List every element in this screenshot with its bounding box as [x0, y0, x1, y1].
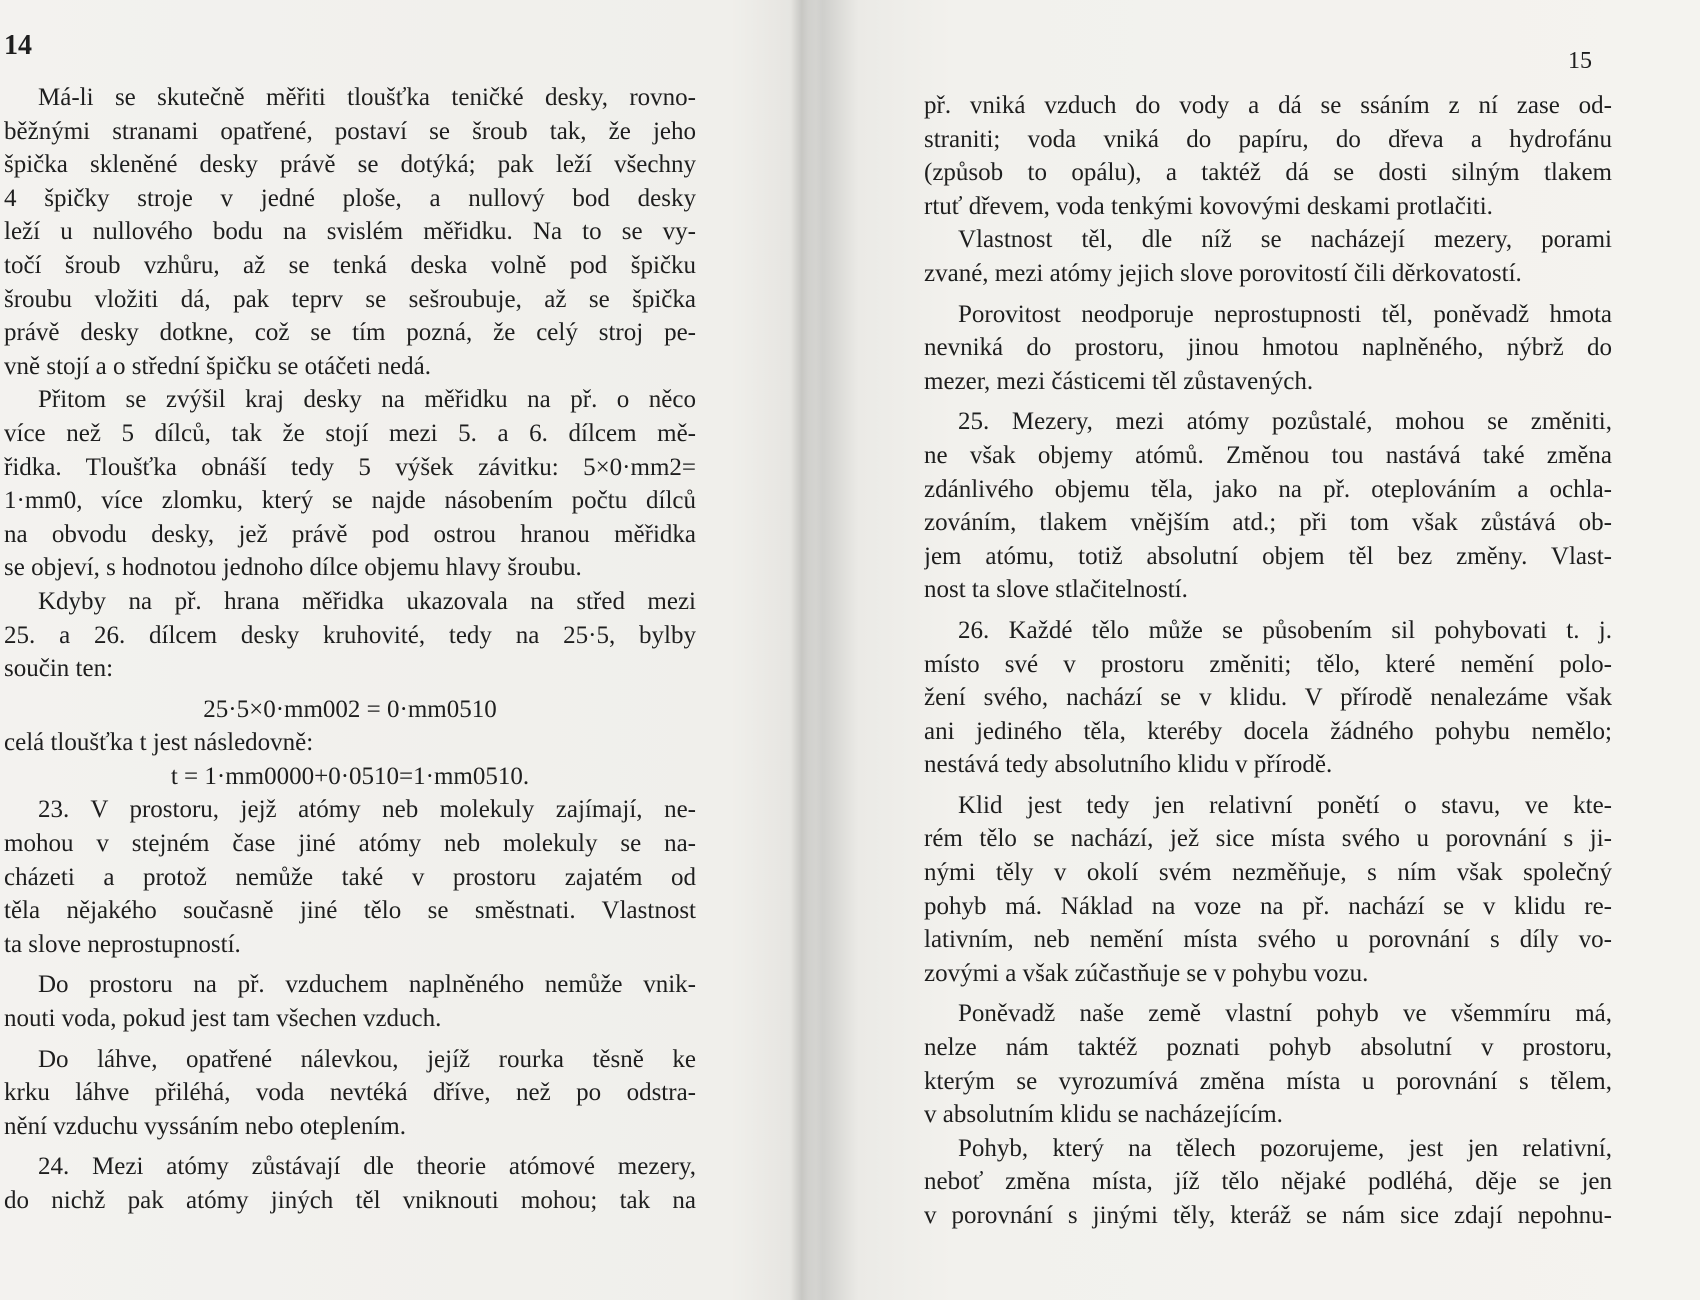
text-line: neboť změna místa, jíž tělo nějaké podléhá, děje se jen	[924, 1168, 1612, 1196]
left-page	[0, 0, 760, 1300]
text-line: zvané, mezi atómy jejich slove porovitostí čili děrkovatostí.	[924, 259, 1522, 287]
text-line: pohyb má. Náklad na voze na př. nachází se v klidu re-	[924, 892, 1612, 920]
text-line: 23. V prostoru, jejž atómy neb molekuly zajímají, ne-	[38, 796, 696, 824]
text-line: žení svého, nachází se v klidu. V přírodě nenalezáme však	[924, 684, 1612, 712]
text-line: 26. Každé tělo může se působením sil pohybovati t. j.	[958, 616, 1612, 644]
text-line: Pohyb, který na tělech pozorujeme, jest jen relativní,	[958, 1134, 1612, 1162]
text-line: nými těly v okolí svém nezměňuje, s ním však společný	[924, 859, 1612, 887]
text-line: ta slove neprostupností.	[4, 930, 241, 958]
text-line: součin ten:	[4, 655, 114, 683]
text-line: mohou v stejném čase jiné atómy neb molekuly se na-	[4, 830, 696, 858]
right-page	[812, 0, 1700, 1300]
text-line: leží u nullového bodu na svislém měřidku. Na to se vy-	[4, 218, 696, 246]
text-line: nevniká do prostoru, jinou hmotou naplněného, nýbrž do	[924, 334, 1612, 362]
text-line: straniti; voda vniká do papíru, do dřeva a hydrofánu	[924, 125, 1612, 153]
text-line: 4 špičky stroje v jedné ploše, a nullový bod desky	[4, 184, 696, 212]
text-line: řidka. Tloušťka obnáší tedy 5 výšek závitku: 5×0·mm2=	[4, 453, 696, 481]
text-line: Vlastnost těl, dle níž se nacházejí mezery, porami	[958, 226, 1612, 254]
text-line: rém tělo se nachází, jež sice místa svého u porovnání s ji-	[924, 825, 1612, 853]
text-line: Do láhve, opatřené nálevkou, jejíž rourka těsně ke	[38, 1045, 696, 1073]
text-line: (způsob to opálu), a taktéž dá se dosti silným tlakem	[924, 159, 1612, 187]
left-page-text	[4, 81, 696, 1218]
text-line: t = 1·mm0000+0·0510=1·mm0510.	[170, 762, 530, 790]
text-line: zovými a však zúčastňuje se v pohybu vozu.	[924, 959, 1369, 987]
text-line: místo své v prostoru změniti; tělo, které nemění polo-	[924, 650, 1612, 678]
text-line: rtuť dřevem, voda tenkými kovovými deskami protlačiti.	[924, 192, 1493, 220]
text-line: zováním, tlakem vnějším atd.; při tom však zůstává ob-	[924, 509, 1612, 537]
text-line: nouti voda, pokud jest tam všechen vzduch.	[4, 1005, 442, 1033]
text-line: nost ta slove stlačitelností.	[924, 576, 1188, 604]
text-line: mezer, mezi částicemi těl zůstavených.	[924, 367, 1314, 395]
page-number: 15	[1568, 48, 1592, 74]
text-line: lativním, neb nemění místa svého u porovnání s díly vo-	[924, 926, 1612, 954]
text-line: právě desky dotkne, což se tím pozná, že celý strој pe-	[4, 319, 696, 347]
text-line: se objeví, s hodnotou jednoho dílce objemu hlavy šroubu.	[4, 554, 582, 582]
text-line: Porovitost neodporuje neprostupnosti těl, poněvadž hmota	[958, 300, 1612, 328]
text-line: 25. a 26. dílcem desky kruhovité, tedy na 25·5, bylby	[4, 621, 696, 649]
text-line: vně stojí a o střední špičku se otáčeti nedá.	[4, 352, 431, 380]
text-line: nění vzduchu vyssáním nebo oteplením.	[4, 1112, 407, 1140]
text-line: 1·mm0, více zlomku, který se najde násobením počtu dílců	[4, 487, 696, 515]
page-number: 14	[4, 30, 32, 61]
text-line: Přitom se zvýšil kraj desky na měřidku na př. o něco	[38, 386, 696, 414]
text-line: těla nějakého současně jiné tělo se směstnati. Vlastnost	[4, 897, 696, 925]
text-line: 25·5×0·mm002 = 0·mm0510	[203, 695, 497, 723]
text-line: v porovnání s jinými těly, kteráž se nám sice zdají nepohnu-	[924, 1202, 1612, 1229]
text-line: kterým se vyrozumívá změna místa u porovnání s tělem,	[924, 1067, 1612, 1095]
text-line: do nichž pak atómy jiných těl vniknouti mohou; tak na	[4, 1187, 696, 1214]
text-line: nelze nám taktéž poznati pohyb absolutní v prostoru,	[924, 1034, 1612, 1062]
text-line: šroubu vložiti dá, pak teprv se sešroubuje, až se špička	[4, 285, 696, 313]
text-line: 24. Mezi atómy zůstávají dle theorie atómové mezery,	[38, 1153, 696, 1181]
text-line: 25. Mezery, mezi atómy pozůstalé, mohou se změniti,	[958, 408, 1612, 436]
text-line: jem atómu, totiž absolutní objem těl bez změny. Vlast-	[924, 542, 1612, 570]
text-line: Do prostoru na př. vzduchem naplněného nemůže vnik-	[38, 971, 696, 999]
text-line: nestává tedy absolutního klidu v přírodě.	[924, 751, 1333, 779]
right-page-text	[924, 89, 1612, 1233]
text-line: točí šroub vzhůru, až se tenká deska volně pod špičku	[4, 251, 696, 279]
text-line: krku láhve přiléhá, voda nevtéká dříve, než po odstra-	[4, 1079, 696, 1107]
text-line: Poněvadž naše země vlastní pohyb ve všemmíru má,	[958, 1000, 1612, 1028]
text-line: ne však objemy atómů. Změnou tou nastává také změna	[924, 441, 1612, 469]
text-line: cházeti a protož nemůže také v prostoru zajatém od	[4, 863, 696, 891]
text-line: Klid jest tedy jen relativní ponětí o stavu, ve kte-	[958, 791, 1612, 819]
text-line: více než 5 dílců, tak že stojí mezi 5. a 6. dílcem mě-	[4, 419, 696, 447]
text-line: na obvodu desky, jež právě pod ostrou hranou měřidka	[4, 520, 696, 548]
text-line: Má-li se skutečně měřiti tloušťka teničké desky, rovno-	[38, 84, 696, 111]
text-line: zdánlivého objemu těla, jako na př. oteplováním a ochla-	[924, 475, 1612, 503]
text-line: př. vniká vzduch do vody a dá se ssáním z ní zase od-	[924, 92, 1612, 119]
text-line: v absolutním klidu se nacházejícím.	[924, 1101, 1283, 1129]
text-line: ani jediného těla, kteréby docela žádného pohybu nemělo;	[924, 717, 1612, 745]
text-line: špička skleněné desky právě se dotýká; pak leží všechny	[4, 151, 696, 179]
text-line: celá tloušťka t jest následovně:	[4, 729, 314, 757]
text-line: běžnými stranami opatřené, postaví se šroub tak, že jeho	[4, 117, 696, 145]
text-line: Kdyby na př. hrana měřidka ukazovala na střed mezi	[38, 587, 696, 615]
